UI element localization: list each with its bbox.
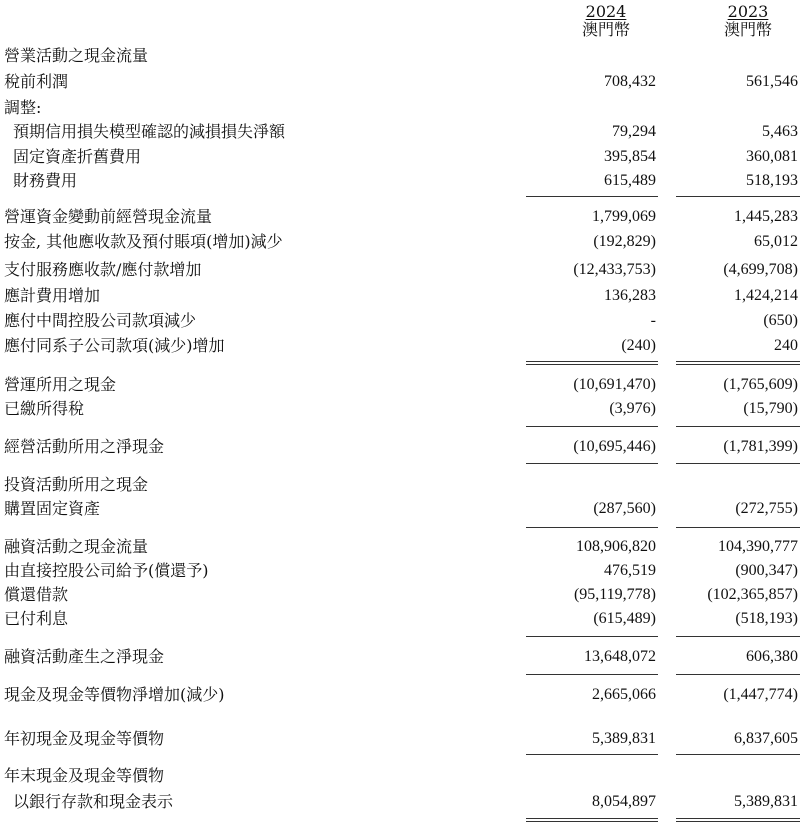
column-header-2024 <box>566 3 646 39</box>
value-2024: 1,799,069 <box>592 208 656 225</box>
row-label: 經營活動所用之淨現金 <box>4 437 165 456</box>
subtotal-rule <box>526 636 658 637</box>
subtotal-rule <box>526 364 658 365</box>
statement-row <box>0 373 810 397</box>
currency-label: 澳門幣 <box>581 20 630 39</box>
value-2024: 8,054,897 <box>592 793 656 810</box>
subtotal-rule <box>676 674 800 675</box>
currency-label: 澳門幣 <box>723 20 772 39</box>
value-2024: 79,294 <box>612 123 656 140</box>
statement-row <box>0 120 810 144</box>
row-label: 財務費用 <box>13 171 78 190</box>
statement-row <box>0 258 810 282</box>
value-2023: (1,447,774) <box>723 686 798 703</box>
value-2023: (15,790) <box>743 400 798 417</box>
statement-row <box>0 497 810 521</box>
row-label: 年初現金及現金等價物 <box>4 729 165 748</box>
subtotal-rule <box>676 754 800 755</box>
value-2024: 708,432 <box>604 73 656 90</box>
row-label: 融資活動之現金流量 <box>4 537 149 556</box>
value-2023: 5,389,831 <box>734 793 798 810</box>
statement-row <box>0 583 810 607</box>
statement-row <box>0 145 810 169</box>
row-label: 投資活動所用之現金 <box>4 475 149 494</box>
value-2023: 1,424,214 <box>734 287 798 304</box>
row-label: 應付同系子公司款項(減少)增加 <box>4 336 225 355</box>
row-label: 以銀行存款和現金表示 <box>13 792 174 811</box>
value-2023: 360,081 <box>746 148 798 165</box>
value-2024: (12,433,753) <box>573 261 656 278</box>
subtotal-rule <box>676 196 800 197</box>
value-2023: 1,445,283 <box>734 208 798 225</box>
year-2023-label: 2023 <box>727 2 769 21</box>
subtotal-rule <box>676 361 800 362</box>
row-label: 購置固定資產 <box>4 499 101 518</box>
subtotal-rule <box>676 636 800 637</box>
value-2023: (650) <box>763 312 798 329</box>
row-label: 由直接控股公司給予(償還予) <box>4 561 209 580</box>
year-2024-label: 2024 <box>585 2 627 21</box>
value-2024: (3,976) <box>609 400 656 417</box>
row-label: 固定資產折舊費用 <box>13 147 142 166</box>
subtotal-rule <box>526 754 658 755</box>
subtotal-rule <box>526 196 658 197</box>
statement-row <box>0 70 810 94</box>
value-2023: (102,365,857) <box>707 586 798 603</box>
value-2023: (518,193) <box>735 610 798 627</box>
subtotal-rule <box>526 527 658 528</box>
value-2024: (192,829) <box>593 233 656 250</box>
statement-row <box>0 284 810 308</box>
value-2024: - <box>650 312 656 329</box>
value-2024: (240) <box>621 337 656 354</box>
value-2023: 518,193 <box>746 172 798 189</box>
subtotal-rule <box>676 527 800 528</box>
row-label: 應付中間控股公司款項減少 <box>4 311 197 330</box>
value-2024: (10,691,470) <box>573 376 656 393</box>
statement-row <box>0 230 810 254</box>
subtotal-rule <box>526 463 658 464</box>
value-2023: (1,781,399) <box>723 438 798 455</box>
statement-row <box>0 435 810 459</box>
statement-row <box>0 764 810 788</box>
statement-row <box>0 473 810 497</box>
value-2023: (1,765,609) <box>723 376 798 393</box>
statement-row <box>0 683 810 707</box>
row-label: 已繳所得稅 <box>4 399 85 418</box>
row-label: 支付服務應收款/應付款增加 <box>4 260 202 279</box>
value-2024: 476,519 <box>604 562 656 579</box>
value-2023: (272,755) <box>735 500 798 517</box>
statement-row <box>0 334 810 358</box>
statement-row <box>0 169 810 193</box>
value-2024: (95,119,778) <box>573 586 656 603</box>
value-2023: 6,837,605 <box>734 730 798 747</box>
row-label: 償還借款 <box>4 585 69 604</box>
total-double-rule <box>676 818 800 822</box>
row-label: 調整: <box>4 98 42 117</box>
value-2024: 615,489 <box>604 172 656 189</box>
value-2023: (900,347) <box>735 562 798 579</box>
row-label: 現金及現金等價物淨增加(減少) <box>4 685 225 704</box>
value-2024: 13,648,072 <box>584 648 656 665</box>
row-label: 營運所用之現金 <box>4 375 117 394</box>
value-2024: (615,489) <box>593 610 656 627</box>
subtotal-rule <box>526 361 658 362</box>
row-label: 融資活動產生之淨現金 <box>4 647 165 666</box>
value-2024: 108,906,820 <box>576 538 656 555</box>
statement-row <box>0 727 810 751</box>
statement-row <box>0 44 810 68</box>
value-2023: (4,699,708) <box>723 261 798 278</box>
subtotal-rule <box>676 426 800 427</box>
row-label: 已付利息 <box>4 609 69 628</box>
total-double-rule <box>526 818 658 822</box>
subtotal-rule <box>526 426 658 427</box>
value-2024: 2,665,066 <box>592 686 656 703</box>
value-2024: 136,283 <box>604 287 656 304</box>
subtotal-rule <box>676 463 800 464</box>
statement-row <box>0 96 810 120</box>
value-2023: 104,390,777 <box>718 538 798 555</box>
row-label: 年末現金及現金等價物 <box>4 766 165 785</box>
statement-row <box>0 607 810 631</box>
statement-row <box>0 397 810 421</box>
subtotal-rule <box>676 364 800 365</box>
statement-row <box>0 645 810 669</box>
statement-row <box>0 205 810 229</box>
value-2023: 65,012 <box>754 233 798 250</box>
row-label: 營業活動之現金流量 <box>4 46 149 65</box>
value-2024: 5,389,831 <box>592 730 656 747</box>
value-2023: 561,546 <box>746 73 798 90</box>
row-label: 預期信用損失模型確認的減損損失淨額 <box>13 122 286 141</box>
row-label: 稅前利潤 <box>4 72 69 91</box>
value-2023: 606,380 <box>746 648 798 665</box>
value-2023: 240 <box>774 337 798 354</box>
row-label: 應計費用增加 <box>4 286 101 305</box>
row-label: 按金, 其他應收款及預付賬項(增加)減少 <box>4 232 283 251</box>
statement-row <box>0 535 810 559</box>
statement-row <box>0 790 810 814</box>
value-2024: (287,560) <box>593 500 656 517</box>
statement-row <box>0 559 810 583</box>
row-label: 營運資金變動前經營現金流量 <box>4 207 213 226</box>
value-2024: 395,854 <box>604 148 656 165</box>
subtotal-rule <box>526 674 658 675</box>
column-header-2023 <box>708 3 788 39</box>
value-2023: 5,463 <box>762 123 798 140</box>
value-2024: (10,695,446) <box>573 438 656 455</box>
statement-row <box>0 309 810 333</box>
